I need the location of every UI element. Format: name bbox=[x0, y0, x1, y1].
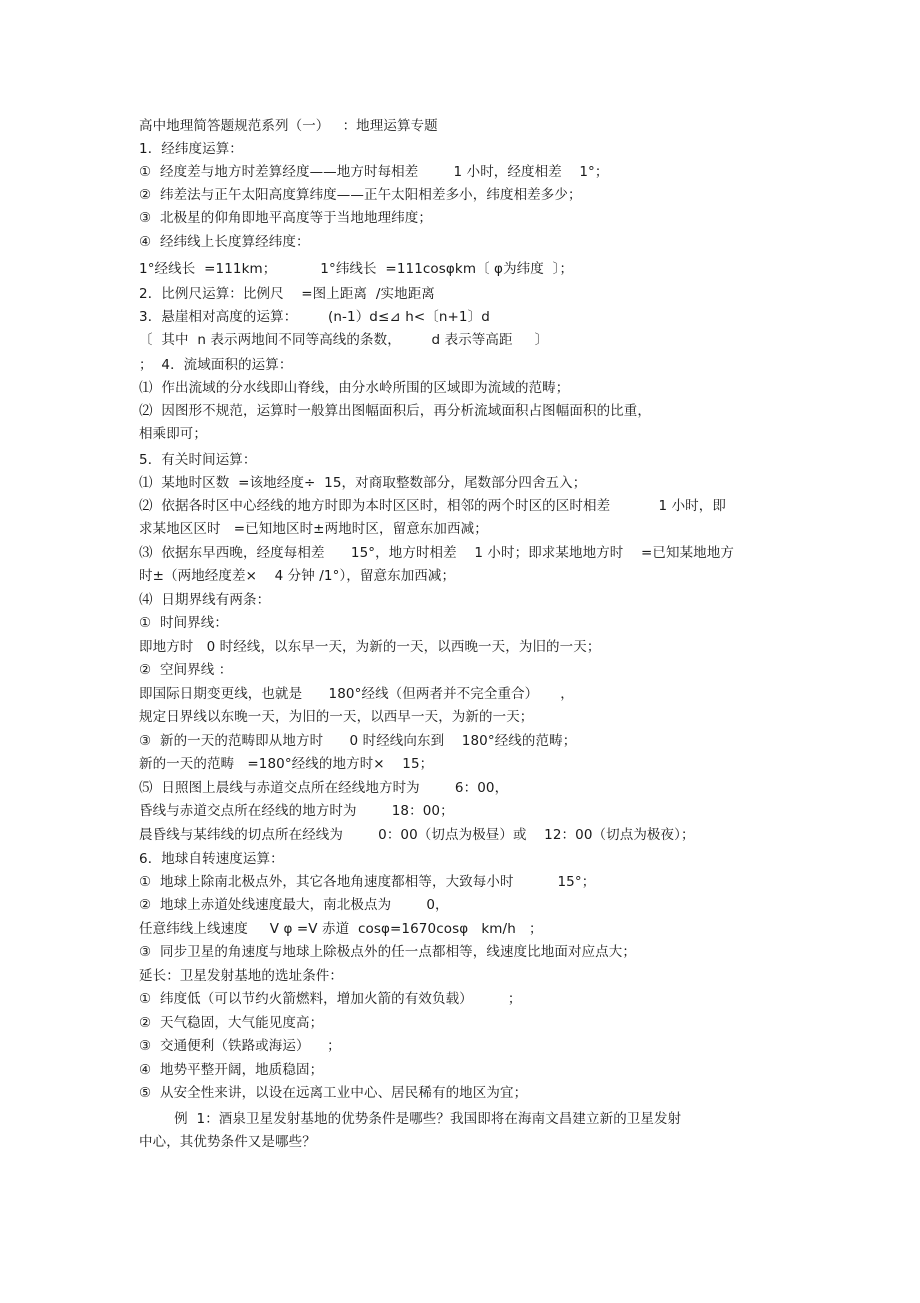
example-question: 中心，其优势条件又是哪些？ bbox=[139, 1134, 316, 1150]
section-heading: 5．有关时间运算： bbox=[139, 452, 257, 468]
text-line: ⑷ 日期界线有两条： bbox=[139, 592, 271, 608]
text-line: 新的一天的范畴 =180°经线的地方时× 15； bbox=[139, 756, 434, 772]
text-line: ③ 北极星的仰角即地平高度等于当地地理纬度； bbox=[139, 210, 432, 226]
text-line: ⑵ 因图形不规范，运算时一般算出图幅面积后，再分析流域面积占图幅面积的比重， bbox=[139, 403, 651, 419]
text-line: ② 纬差法与正午太阳高度算纬度——正午太阳相差多小，纬度相差多少； bbox=[139, 187, 582, 203]
text-line: ⑸ 日照图上晨线与赤道交点所在经线地方时为 6：00， bbox=[139, 780, 509, 796]
text-line: ③ 交通便利（铁路或海运） ； bbox=[139, 1038, 341, 1054]
section-heading: 3．悬崖相对高度的运算： (n-1）d≤⊿ h<〔n+1〕d bbox=[139, 309, 490, 325]
text-line: ⑶ 依据东早西晚，经度每相差 15°，地方时相差 1 小时；即求某地地方时 =已知某地地方 bbox=[139, 545, 734, 561]
section-heading: 1．经纬度运算： bbox=[139, 141, 243, 157]
text-line: ① 地球上除南北极点外，其它各地角速度都相等，大致每小时 15°； bbox=[139, 874, 596, 890]
document-title: 高中地理简答题规范系列（一） ：地理运算专题 bbox=[139, 118, 438, 134]
text-line: ③ 新的一天的范畴即从地方时 0 时经线向东到 180°经线的范畴； bbox=[139, 733, 577, 749]
text-line: 延长：卫星发射基地的选址条件： bbox=[139, 968, 343, 984]
section-heading: 2．比例尺运算：比例尺 =图上距离 /实地距离 bbox=[139, 286, 435, 302]
text-line: ① 纬度低（可以节约火箭燃料，增加火箭的有效负载） ； bbox=[139, 991, 522, 1007]
section-heading: 6．地球自转速度运算： bbox=[139, 851, 284, 867]
text-line: 即地方时 0 时经线，以东早一天，为新的一天，以西晚一天，为旧的一天； bbox=[139, 639, 601, 655]
text-line: ⑤ 从安全性来讲，以设在远离工业中心、居民稀有的地区为宜； bbox=[139, 1085, 528, 1101]
text-line: 即国际日期变更线，也就是 180°经线（但两者并不完全重合） ， bbox=[139, 686, 574, 702]
text-line: 〔 其中 n 表示两地间不同等高线的条数， d 表示等高距 〕 bbox=[139, 332, 549, 348]
text-line: ① 时间界线： bbox=[139, 615, 228, 631]
text-line: ⑴ 某地时区数 =该地经度÷ 15，对商取整数部分，尾数部分四舍五入； bbox=[139, 475, 587, 491]
text-line: ④ 地势平整开阔，地质稳固； bbox=[139, 1062, 324, 1078]
text-line: 时±（两地经度差× 4 分钟 /1°），留意东加西减； bbox=[139, 568, 456, 584]
text-line: ⑴ 作出流域的分水线即山脊线，由分水岭所围的区域即为流域的范畴； bbox=[139, 380, 570, 396]
text-line: 求某地区区时 =已知地区时±两地时区，留意东加西减； bbox=[139, 521, 488, 537]
text-line: 规定日界线以东晚一天，为旧的一天，以西早一天，为新的一天； bbox=[139, 709, 534, 725]
text-line: ④ 经纬线上长度算经纬度： bbox=[139, 234, 310, 250]
text-line: ② 地球上赤道处线速度最大，南北极点为 0， bbox=[139, 897, 449, 913]
text-line: 1°经线长 =111km； 1°纬线长 =111cosφkm〔 φ为纬度 〕； bbox=[139, 261, 574, 277]
text-line: ① 经度差与地方时差算经度——地方时每相差 1 小时，经度相差 1°； bbox=[139, 164, 609, 180]
text-line: ② 空间界线 ： bbox=[139, 662, 233, 678]
section-heading: ； 4．流域面积的运算： bbox=[139, 357, 293, 373]
text-line: 晨昏线与某纬线的切点所在经线为 0：00（切点为极昼）或 12：00（切点为极夜）； bbox=[139, 827, 695, 843]
text-line: 任意纬线上线速度 V φ =V 赤道 cosφ=1670cosφ km/h ； bbox=[139, 921, 543, 937]
text-line: ② 天气稳固，大气能见度高； bbox=[139, 1015, 324, 1031]
text-line: ⑵ 依据各时区中心经线的地方时即为本时区区时，相邻的两个时区的区时相差 1 小时，即 bbox=[139, 498, 726, 514]
text-line: 相乘即可； bbox=[139, 426, 207, 442]
example-question: 例 1：酒泉卫星发射基地的优势条件是哪些？我国即将在海南文昌建立新的卫星发射 bbox=[139, 1111, 682, 1127]
text-line: ③ 同步卫星的角速度与地球上除极点外的任一点都相等，线速度比地面对应点大； bbox=[139, 944, 636, 960]
text-line: 昏线与赤道交点所在经线的地方时为 18：00； bbox=[139, 803, 454, 819]
